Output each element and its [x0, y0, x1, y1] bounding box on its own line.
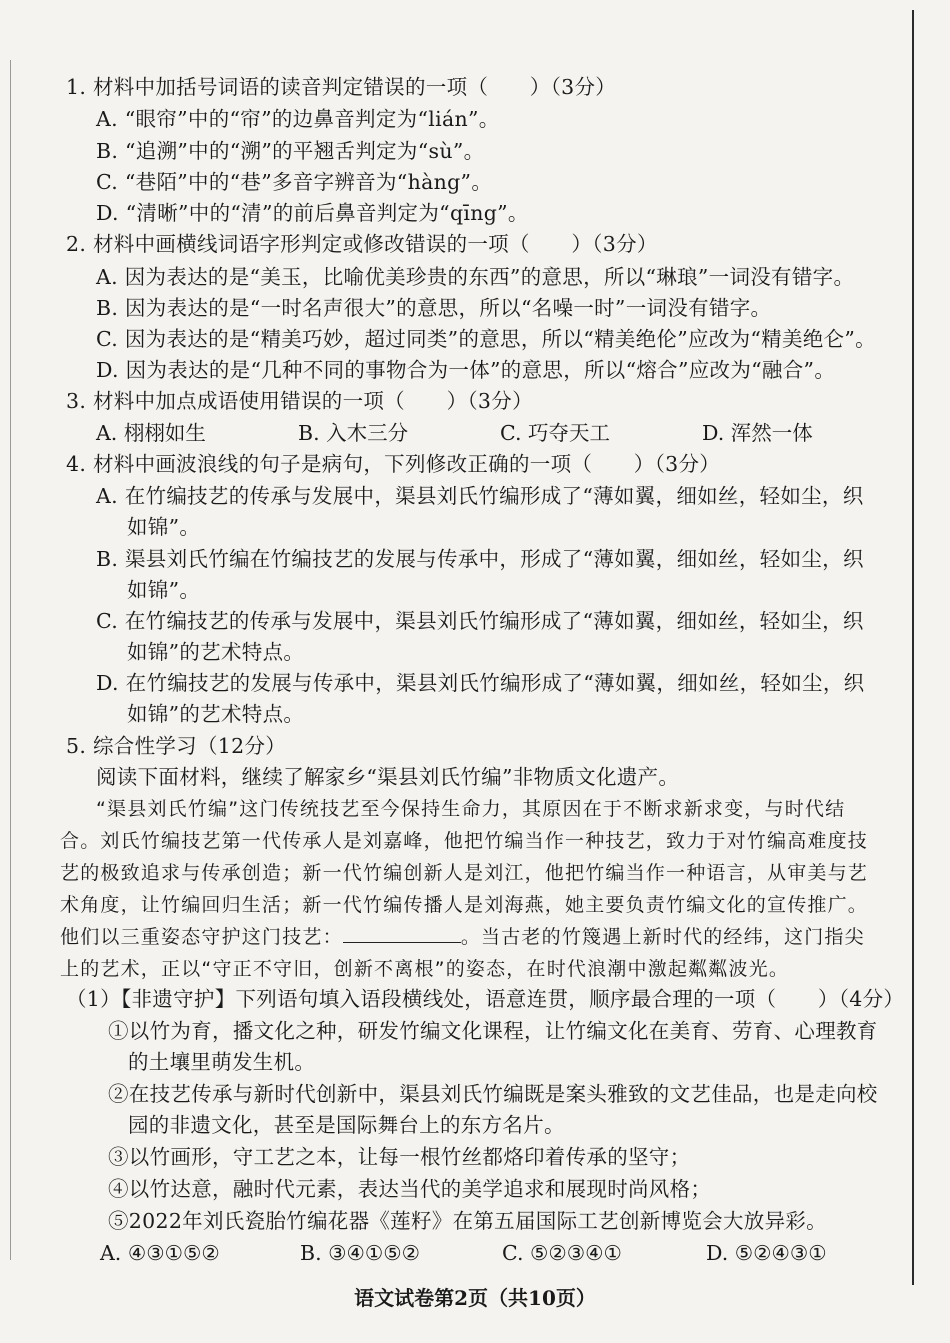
sentence-5: ⑤2022年刘氏瓷胎竹编花器《莲籽》在第五届国际工艺创新博览会大放异彩。: [108, 1209, 827, 1233]
q5-sub1-stem: （1）【非遗守护】下列语句填入语段横线处，语意连贯，顺序最合理的一项（ ）（4分）: [66, 987, 905, 1011]
right-margin-line: [912, 10, 914, 1285]
q1-option-a: A. “眼帘”中的“帘”的边鼻音判定为“lián”。: [96, 107, 500, 131]
q5-sub1-option-b: B. ③④①⑤②: [300, 1241, 420, 1265]
q5-sub1-option-d: D. ⑤②④③①: [706, 1241, 827, 1265]
sentence-1-line1: ①以竹为育，播文化之种，研发竹编文化课程，让竹编文化在美育、劳育、心理教育: [108, 1019, 878, 1043]
q5-intro: 阅读下面材料，继续了解家乡“渠县刘氏竹编”非物质文化遗产。: [96, 765, 680, 789]
sentence-3: ③以竹画形，守工艺之本，让每一根竹丝都烙印着传承的坚守；: [108, 1145, 691, 1169]
q5-passage-line4: 术角度，让竹编回归生活；新一代竹编传播人是刘海燕，她主要负责竹编文化的宣传推广。: [60, 894, 869, 916]
q1-option-b: B. “追溯”中的“溯”的平翘舌判定为“sù”。: [96, 139, 485, 163]
fill-blank[interactable]: [343, 924, 461, 943]
q1-stem: 1. 材料中加括号词语的读音判定错误的一项（ ）（3分）: [66, 75, 617, 99]
q5-sub1-option-c: C. ⑤②③④①: [502, 1241, 622, 1265]
q4-option-d-line1: D. 在竹编技艺的发展与传承中，渠县刘氏竹编形成了“薄如翼，细如丝，轻如尘，织: [96, 671, 865, 695]
q5-passage-line3: 艺的极致追求与传承创造；新一代竹编创新人是刘江，他把竹编当作一种语言，从审美与艺: [60, 862, 869, 884]
q3-option-d: D. 浑然一体: [702, 421, 813, 445]
q3-option-a: A. 栩栩如生: [96, 421, 206, 445]
q2-option-d: D. 因为表达的是“几种不同的事物合为一体”的意思，所以“熔合”应改为“融合”。: [96, 358, 836, 382]
q4-option-c-line2: 如锦”的艺术特点。: [127, 640, 305, 664]
q2-option-c: C. 因为表达的是“精美巧妙，超过同类”的意思，所以“精美绝伦”应改为“精美绝仑”。: [96, 327, 876, 351]
q3-option-b: B. 入木三分: [298, 421, 409, 445]
sentence-2-line1: ②在技艺传承与新时代创新中，渠县刘氏竹编既是案头雅致的文艺佳品，也是走向校: [108, 1082, 878, 1106]
left-margin-line: [10, 60, 11, 1260]
q5-passage-line2: 合。刘氏竹编技艺第一代传承人是刘嘉峰，他把竹编当作一种技艺，致力于对竹编高难度技: [60, 830, 869, 852]
page-footer: 语文试卷第2页（共10页）: [354, 1286, 596, 1310]
sentence-2-line2: 园的非遗文化，甚至是国际舞台上的东方名片。: [128, 1113, 565, 1137]
q5-stem: 5. 综合性学习（12分）: [66, 734, 287, 758]
q5-passage-line5-end: 。当古老的竹篾遇上新时代的经纬，这门指尖: [460, 926, 865, 948]
q4-option-c-line1: C. 在竹编技艺的传承与发展中，渠县刘氏竹编形成了“薄如翼，细如丝，轻如尘，织: [96, 609, 864, 633]
q5-passage-line6: 上的艺术，正以“守正不守旧，创新不离根”的姿态，在时代浪潮中激起粼粼波光。: [60, 958, 790, 980]
q5-sub1-option-a: A. ④③①⑤②: [100, 1241, 220, 1265]
sentence-4: ④以竹达意，融时代元素，表达当代的美学追求和展现时尚风格；: [108, 1177, 712, 1201]
q4-stem: 4. 材料中画波浪线的句子是病句，下列修改正确的一项（ ）（3分）: [66, 452, 721, 476]
q2-stem: 2. 材料中画横线词语字形判定或修改错误的一项（ ）（3分）: [66, 232, 658, 256]
sentence-1-line2: 的土壤里萌发生机。: [128, 1050, 316, 1074]
q4-option-d-line2: 如锦”的艺术特点。: [127, 702, 305, 726]
q5-passage-line5: [60, 922, 865, 952]
q3-stem: 3. 材料中加点成语使用错误的一项（ ）（3分）: [66, 389, 533, 413]
q2-option-a: A. 因为表达的是“美玉，比喻优美珍贵的东西”的意思，所以“琳琅”一词没有错字。: [96, 265, 855, 289]
q4-option-a-line2: 如锦”。: [127, 515, 201, 539]
q4-option-b-line1: B. 渠县刘氏竹编在竹编技艺的发展与传承中，形成了“薄如翼，细如丝，轻如尘，织: [96, 547, 864, 571]
q5-passage-line5-start: 他们以三重姿态守护这门技艺：: [60, 926, 343, 948]
q2-option-b: B. 因为表达的是“一时名声很大”的意思，所以“名噪一时”一词没有错字。: [96, 296, 772, 320]
q4-option-b-line2: 如锦”。: [127, 578, 201, 602]
q1-option-c: C. “巷陌”中的“巷”多音字辨音为“hàng”。: [96, 170, 493, 194]
q1-option-d: D. “清晰”中的“清”的前后鼻音判定为“qīng”。: [96, 201, 529, 225]
q4-option-a-line1: A. 在竹编技艺的传承与发展中，渠县刘氏竹编形成了“薄如翼，细如丝，轻如尘，织: [96, 484, 864, 508]
q3-option-c: C. 巧夺天工: [500, 421, 610, 445]
q5-passage-line1: “渠县刘氏竹编”这门传统技艺至今保持生命力，其原因在于不断求新求变，与时代结: [96, 798, 846, 820]
